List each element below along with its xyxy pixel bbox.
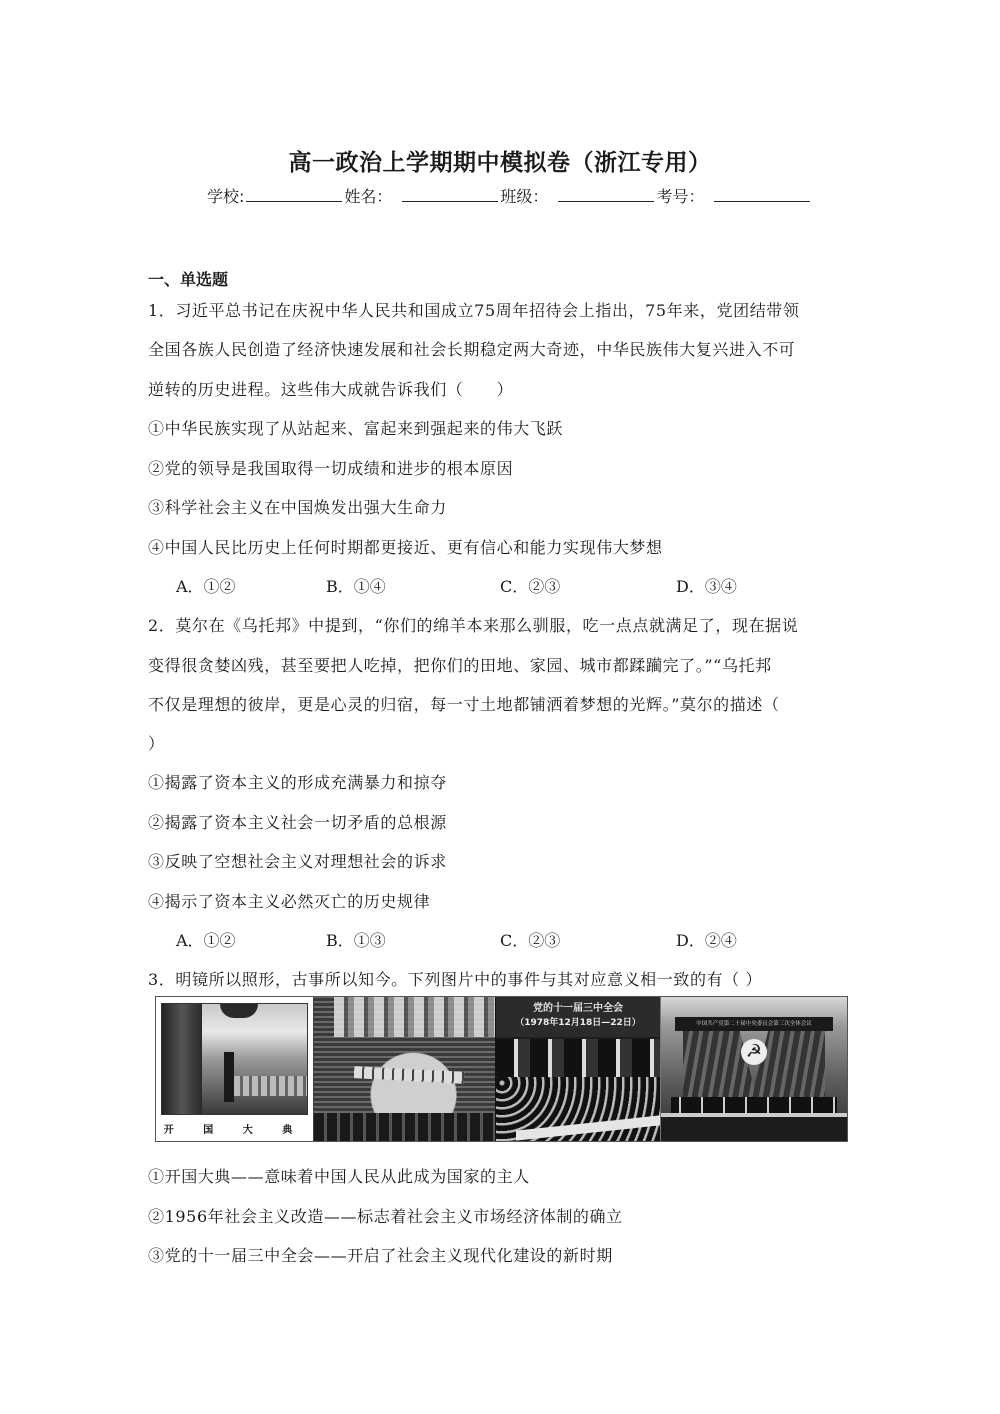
q2-choice-d[interactable]: D．②④: [676, 931, 737, 950]
third-plenum-date: （1978年12月18日—22日）: [515, 1018, 641, 1028]
q1-statement-1: ①中华民族实现了从站起来、富起来到强起来的伟大飞跃: [148, 419, 564, 438]
twentieth-plenum-banner: 中国共产党第二十届中央委员会第三次全体会议: [675, 1017, 833, 1031]
q3-stem-line-1: 3．明镜所以照形，古事所以知今。下列图片中的事件与其对应意义相一致的有（ ）: [148, 970, 763, 989]
q1-choice-b[interactable]: B．①④: [326, 577, 386, 596]
q1-statement-4: ④中国人民比历史上任何时期都更接近、更有信心和能力实现伟大梦想: [148, 538, 663, 557]
socialist-transformation-image: [314, 997, 496, 1141]
q2-choices: [176, 928, 737, 951]
q2-choice-a[interactable]: A．①②: [176, 931, 236, 950]
q2-statement-2: ②揭露了资本主义社会一切矛盾的总根源: [148, 813, 447, 832]
third-plenum-image: [496, 997, 661, 1141]
q1-statement-2: ②党的领导是我国取得一切成绩和进步的根本原因: [148, 459, 514, 478]
founding-ceremony-image: [156, 997, 314, 1141]
q3-image-strip: [155, 996, 848, 1142]
student-info-row: [207, 184, 812, 207]
exam-number-label: 考号：: [656, 187, 705, 206]
q1-choice-a[interactable]: A．①②: [176, 577, 236, 596]
q2-stem-line-3: 不仅是理想的彼岸，更是心灵的归宿，每一寸土地都铺洒着梦想的光辉。”莫尔的描述（: [148, 695, 780, 714]
q1-stem-line-3: 逆转的历史进程。这些伟大成就告诉我们（ ）: [148, 380, 514, 399]
school-blank[interactable]: [246, 188, 342, 202]
section-heading: 一、单选题: [148, 270, 229, 289]
founding-ceremony-caption: 开 国 大 典: [163, 1125, 306, 1136]
q3-statement-3: ③党的十一届三中全会——开启了社会主义现代化建设的新时期: [148, 1246, 613, 1265]
lantern-icon: [220, 1004, 258, 1018]
q2-stem-line-4: ）: [148, 734, 165, 753]
q2-choice-c[interactable]: C．②③: [500, 931, 561, 950]
q2-statement-3: ③反映了空想社会主义对理想社会的诉求: [148, 852, 447, 871]
q1-stem-line-2: 全国各族人民创造了经济快速发展和社会长期稳定两大奇迹，中华民族伟大复兴进入不可: [148, 340, 796, 359]
party-emblem-icon: ☭: [741, 1039, 767, 1065]
q2-stem-line-1: 2．莫尔在《乌托邦》中提到，“你们的绵羊本来那么驯服，吃一点点就满足了，现在据说: [148, 616, 799, 635]
q1-choices: [176, 574, 737, 597]
name-label: 姓名：: [344, 187, 393, 206]
q3-statement-1: ①开国大典——意味着中国人民从此成为国家的主人: [148, 1167, 530, 1186]
q2-statement-4: ④揭示了资本主义必然灭亡的历史规律: [148, 892, 431, 911]
q1-choice-c[interactable]: C．②③: [500, 577, 561, 596]
exam-number-blank[interactable]: [714, 188, 810, 202]
name-blank[interactable]: [402, 188, 498, 202]
twentieth-plenum-image: [661, 997, 847, 1141]
q2-stem-line-2: 变得很贪婪凶残，甚至要把人吃掉，把你们的田地、家园、城市都蹂躏完了。”“乌托邦: [148, 656, 772, 675]
school-label: 学校:: [207, 187, 245, 206]
class-label: 班级：: [500, 187, 549, 206]
q1-stem-line-1: 1．习近平总书记在庆祝中华人民共和国成立75周年招待会上指出，75年来，党团结带领: [148, 301, 800, 320]
q1-choice-d[interactable]: D．③④: [676, 577, 737, 596]
third-plenum-caption: 党的十一届三中全会: [533, 1003, 623, 1014]
class-blank[interactable]: [558, 188, 654, 202]
q2-choice-b[interactable]: B．①③: [326, 931, 386, 950]
exam-title: 高一政治上学期期中模拟卷（浙江专用）: [288, 150, 712, 176]
q2-statement-1: ①揭露了资本主义的形成充满暴力和掠夺: [148, 773, 447, 792]
q1-statement-3: ③科学社会主义在中国焕发出强大生命力: [148, 498, 447, 517]
q3-statement-2: ②1956年社会主义改造——标志着社会主义市场经济体制的确立: [148, 1207, 623, 1226]
